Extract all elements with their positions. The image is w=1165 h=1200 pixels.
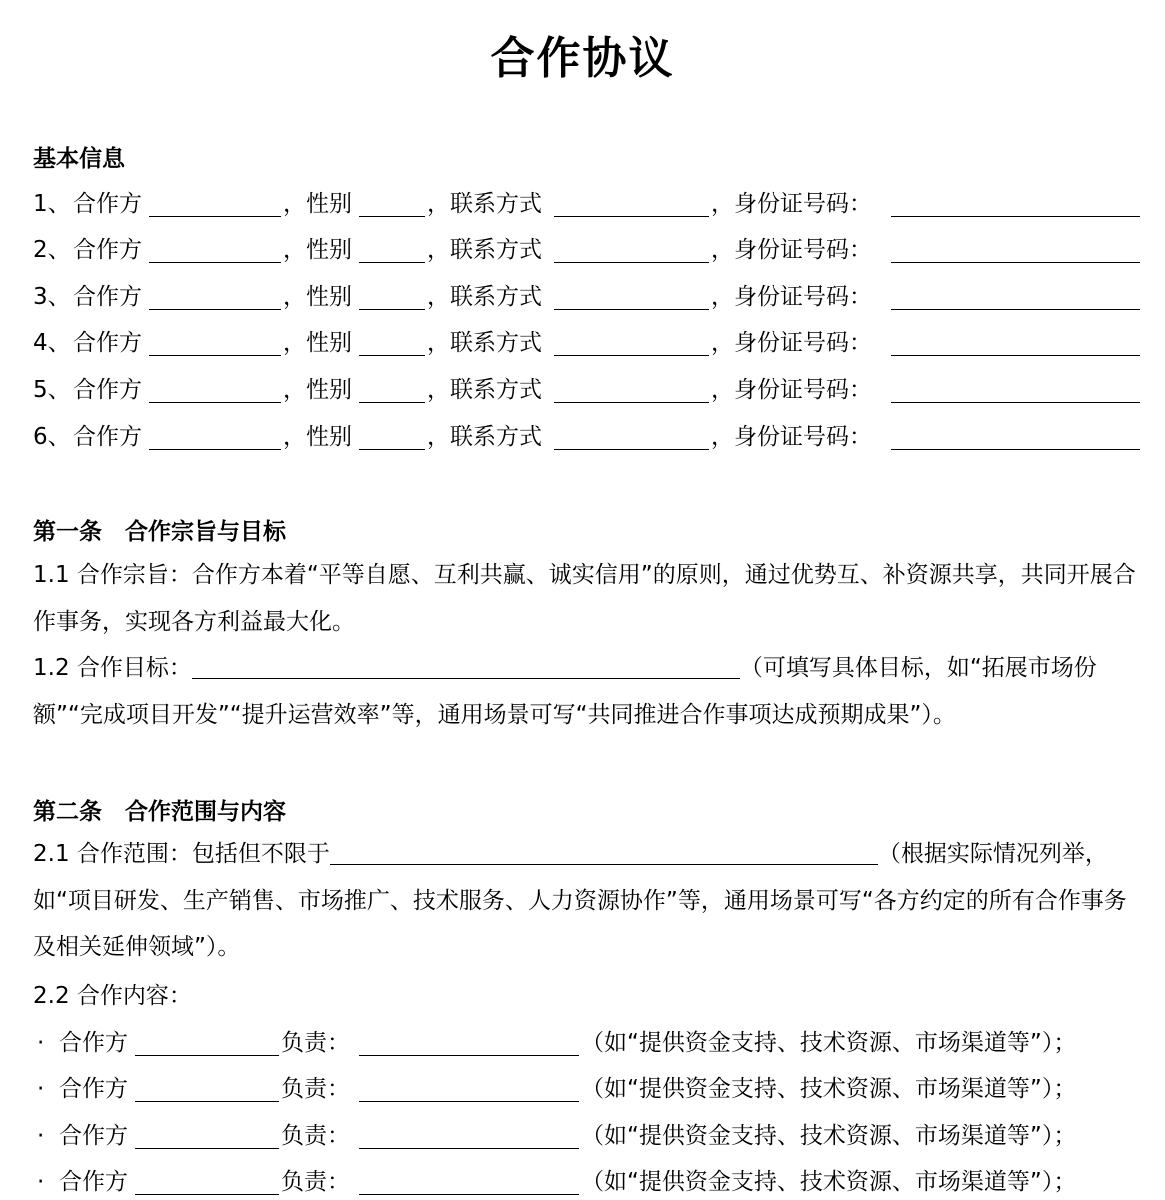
id-number-blank[interactable] xyxy=(891,191,1140,217)
id-number-blank[interactable] xyxy=(891,330,1140,356)
basic-info-heading: 基本信息 xyxy=(33,146,125,172)
party-name-blank[interactable] xyxy=(135,1030,279,1056)
bullet: · xyxy=(37,1076,45,1102)
id-label: ，身份证号码： xyxy=(711,284,872,310)
goal-blank[interactable] xyxy=(192,652,740,679)
party-name-blank[interactable] xyxy=(149,424,281,450)
contact-blank[interactable] xyxy=(554,191,709,217)
responsibility-blank[interactable] xyxy=(359,1076,579,1102)
party-name-blank[interactable] xyxy=(149,330,281,356)
article2-heading: 第二条 合作范围与内容 xyxy=(33,799,286,825)
responsibility-label: 负责： xyxy=(281,1169,350,1195)
party-info-row xyxy=(33,280,1141,314)
row-number: 3、 xyxy=(33,284,71,310)
responsibility-hint: （如“提供资金支持、技术资源、市场渠道等”）； xyxy=(581,1123,1077,1149)
party-info-row xyxy=(33,373,1141,407)
row-number: 5、 xyxy=(33,377,71,403)
gender-label: ，性别 xyxy=(283,237,352,263)
party-label: 合作方 xyxy=(73,237,142,263)
party-info-row xyxy=(33,420,1141,454)
responsibility-hint: （如“提供资金支持、技术资源、市场渠道等”）； xyxy=(581,1030,1077,1056)
goal-label: 1.2 合作目标： xyxy=(33,655,192,681)
scope-blank[interactable] xyxy=(330,838,878,865)
party-info-row xyxy=(33,326,1141,360)
responsibility-hint: （如“提供资金支持、技术资源、市场渠道等”）； xyxy=(581,1076,1077,1102)
party-info-row xyxy=(33,187,1141,221)
responsibility-label: 负责： xyxy=(281,1123,350,1149)
row-number: 4、 xyxy=(33,330,71,356)
party-name-blank[interactable] xyxy=(135,1076,279,1102)
scope-label: 2.1 合作范围：包括但不限于 xyxy=(33,841,330,867)
id-number-blank[interactable] xyxy=(891,377,1140,403)
goal-hint: （可填写具体目标，如“拓展市场份额”“完成项目开发”“提升运营效率”等，通用场景可写“共同推进合作事项达成预期成果”）。 xyxy=(33,655,1097,728)
id-label: ，身份证号码： xyxy=(711,191,872,217)
id-label: ，身份证号码： xyxy=(711,377,872,403)
article1-goal xyxy=(33,645,1141,738)
party-name-blank[interactable] xyxy=(149,237,281,263)
gender-label: ，性别 xyxy=(283,377,352,403)
responsibility-item xyxy=(33,1165,1141,1199)
responsibility-blank[interactable] xyxy=(359,1123,579,1149)
gender-blank[interactable] xyxy=(359,191,425,217)
responsibility-blank[interactable] xyxy=(359,1169,579,1195)
party-label: 合作方 xyxy=(73,424,142,450)
contact-label: ，联系方式 xyxy=(427,330,542,356)
contact-blank[interactable] xyxy=(554,330,709,356)
gender-label: ，性别 xyxy=(283,330,352,356)
id-label: ，身份证号码： xyxy=(711,424,872,450)
article1-purpose: 1.1 合作宗旨：合作方本着“平等自愿、互利共赢、诚实信用”的原则，通过优势互、补资源共享，共同开展合作事务，实现各方利益最大化。 xyxy=(33,562,1136,635)
responsibility-label: 负责： xyxy=(281,1076,350,1102)
bullet: · xyxy=(37,1123,45,1149)
id-number-blank[interactable] xyxy=(891,424,1140,450)
contact-label: ，联系方式 xyxy=(427,377,542,403)
responsibility-item xyxy=(33,1119,1141,1153)
row-number: 1、 xyxy=(33,191,71,217)
contact-blank[interactable] xyxy=(554,424,709,450)
contact-label: ，联系方式 xyxy=(427,191,542,217)
responsibility-label: 负责： xyxy=(281,1030,350,1056)
article2-content-label: 2.2 合作内容： xyxy=(33,983,192,1009)
gender-label: ，性别 xyxy=(283,424,352,450)
contact-label: ，联系方式 xyxy=(427,284,542,310)
article1-heading: 第一条 合作宗旨与目标 xyxy=(33,519,286,545)
contact-blank[interactable] xyxy=(554,284,709,310)
id-label: ，身份证号码： xyxy=(711,237,872,263)
responsibility-item xyxy=(33,1072,1141,1106)
responsibility-hint: （如“提供资金支持、技术资源、市场渠道等”）； xyxy=(581,1169,1077,1195)
party-label: 合作方 xyxy=(59,1169,128,1195)
gender-blank[interactable] xyxy=(359,284,425,310)
gender-blank[interactable] xyxy=(359,377,425,403)
party-label: 合作方 xyxy=(73,284,142,310)
party-name-blank[interactable] xyxy=(149,191,281,217)
party-label: 合作方 xyxy=(73,377,142,403)
party-name-blank[interactable] xyxy=(149,284,281,310)
id-number-blank[interactable] xyxy=(891,237,1140,263)
contact-label: ，联系方式 xyxy=(427,424,542,450)
id-label: ，身份证号码： xyxy=(711,330,872,356)
party-name-blank[interactable] xyxy=(135,1169,279,1195)
contact-label: ，联系方式 xyxy=(427,237,542,263)
scope-hint: （根据实际情况列举，如“项目研发、生产销售、市场推广、技术服务、人力资源协作”等，通用场景可写“各方约定的所有合作事务及相关延伸领域”）。 xyxy=(33,841,1127,960)
party-label: 合作方 xyxy=(59,1123,128,1149)
party-label: 合作方 xyxy=(73,330,142,356)
bullet: · xyxy=(37,1169,45,1195)
row-number: 6、 xyxy=(33,424,71,450)
responsibility-blank[interactable] xyxy=(359,1030,579,1056)
party-label: 合作方 xyxy=(59,1076,128,1102)
gender-label: ，性别 xyxy=(283,191,352,217)
gender-label: ，性别 xyxy=(283,284,352,310)
id-number-blank[interactable] xyxy=(891,284,1140,310)
party-info-row xyxy=(33,233,1141,267)
gender-blank[interactable] xyxy=(359,424,425,450)
gender-blank[interactable] xyxy=(359,237,425,263)
bullet: · xyxy=(37,1030,45,1056)
gender-blank[interactable] xyxy=(359,330,425,356)
document-title: 合作协议 xyxy=(490,33,675,84)
responsibility-item xyxy=(33,1026,1141,1060)
party-label: 合作方 xyxy=(59,1030,128,1056)
contact-blank[interactable] xyxy=(554,237,709,263)
party-name-blank[interactable] xyxy=(149,377,281,403)
article2-scope xyxy=(33,831,1141,971)
party-name-blank[interactable] xyxy=(135,1123,279,1149)
party-label: 合作方 xyxy=(73,191,142,217)
contact-blank[interactable] xyxy=(554,377,709,403)
row-number: 2、 xyxy=(33,237,71,263)
